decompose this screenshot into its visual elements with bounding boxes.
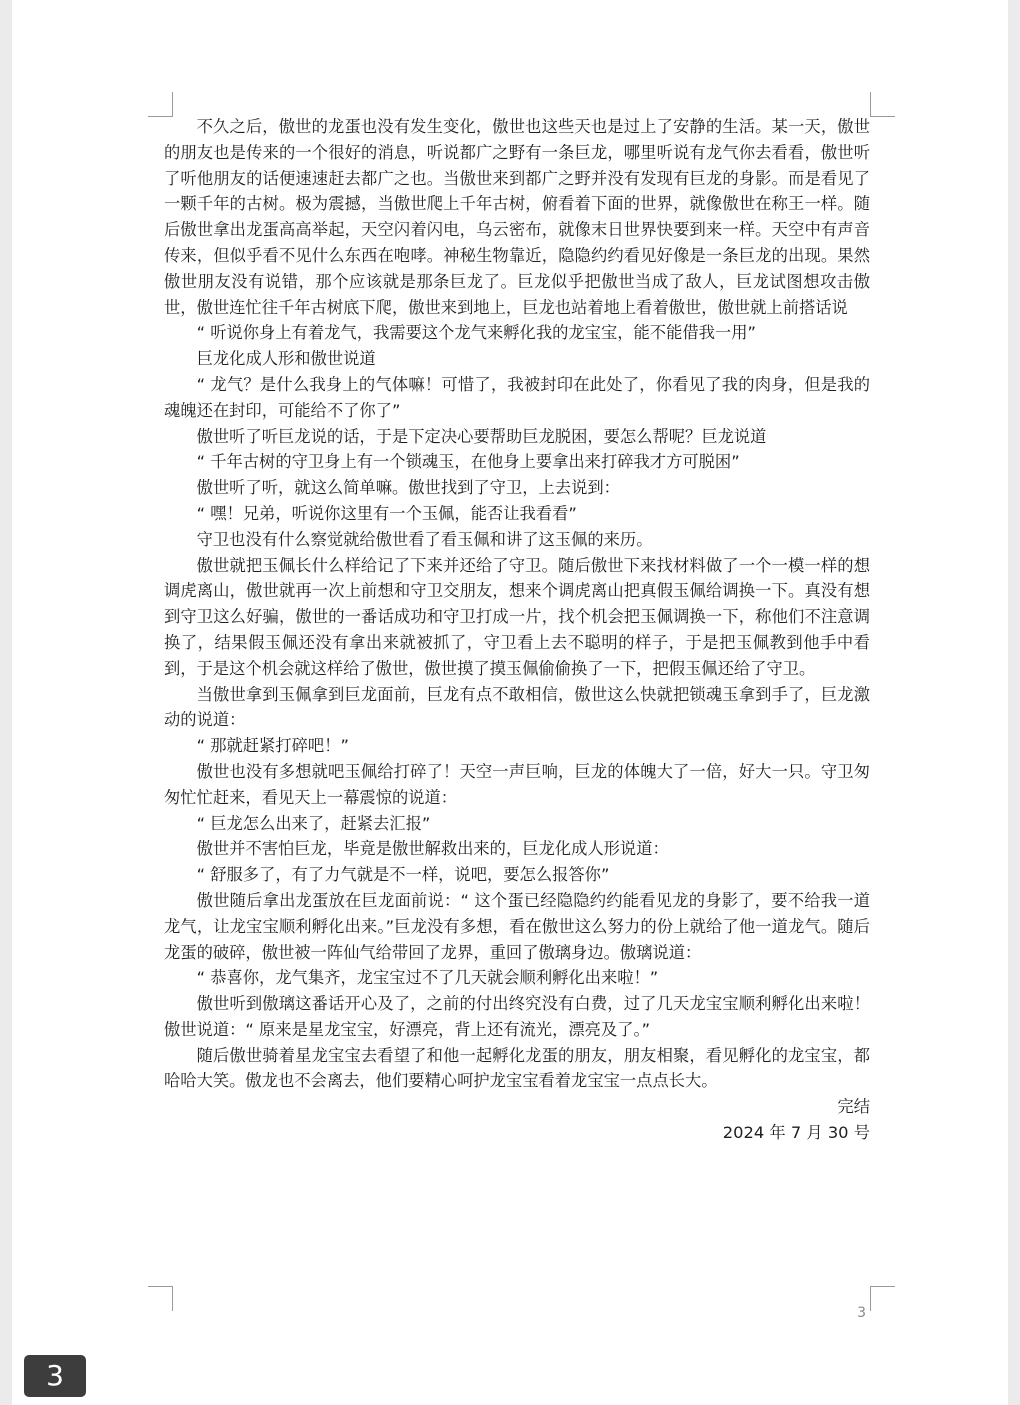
paragraph: 巨龙化成人形和傲世说道: [196, 349, 376, 369]
paragraph: “ 巨龙怎么出来了，赶紧去汇报”: [196, 813, 431, 833]
paragraph: 傲世听到傲璃这番话开心及了，之前的付出终究没有白费，过了几天龙宝宝顺利孵化出来啦！傲世说道：“ 原来是星龙宝宝，好漂亮，背上还有流光，漂亮及了。”: [164, 994, 870, 1039]
paragraph: 傲世也没有多想就吧玉佩给打碎了！天空一声巨响，巨龙的体魄大了一倍，好大一只。守卫匆匆忙忙赶来，看见天上一幕震惊的说道：: [164, 761, 870, 807]
margin-corner-bottom-left: [148, 1286, 173, 1311]
paragraph: 当傲世拿到玉佩拿到巨龙面前，巨龙有点不敢相信，傲世这么快就把锁魂玉拿到手了，巨龙激动的说道：: [164, 684, 870, 730]
paragraph: “ 龙气？是什么我身上的气体嘛！可惜了，我被封印在此处了，你看见了我的肉身，但是我的魂魄还在封印，可能给不了你了”: [164, 374, 870, 420]
document-body: [164, 114, 870, 1146]
paragraph: “ 那就赶紧打碎吧！”: [196, 736, 349, 756]
paragraph: “ 恭喜你，龙气集齐，龙宝宝过不了几天就会顺利孵化出来啦！”: [196, 968, 659, 988]
paragraph: 不久之后，傲世的龙蛋也没有发生变化，傲世也这些天也是过上了安静的生活。某一天，傲世的朋友也是传来的一个很好的消息，听说都广之野有一条巨龙，哪里听说有龙气你去看看，傲世听了听他朋友的话便速速赶去都广之也。当傲世来到都广之野并没有发现有巨龙的身影。而是看见了一颗千年的古树。极为震撼，当傲世爬上千年古树，俯看着下面的世界，就像傲世在称王一样。随后傲世拿出龙蛋高高举起，天空闪着闪电，乌云密布，就像末日世界快要到来一样。天空中有声音传来，但似乎看不见什么东西在咆哮。神秘生物靠近，隐隐约约看见好像是一条巨龙的出现。果然傲世朋友没有说错，那个应该就是那条巨龙了。巨龙似乎把傲世当成了敌人，巨龙试图想攻击傲世，傲世连忙往千年古树底下爬，傲世来到地上，巨龙也站着地上看着傲世，傲世就上前搭话说: [164, 117, 870, 317]
paragraph: 守卫也没有什么察觉就给傲世看了看玉佩和讲了这玉佩的来历。: [196, 529, 653, 549]
page-indicator-badge: 3: [24, 1355, 86, 1397]
paragraph: “ 舒服多了，有了力气就是不一样，说吧，要怎么报答你”: [196, 865, 610, 885]
margin-corner-bottom-right: [870, 1286, 895, 1311]
paragraph: 傲世并不害怕巨龙，毕竟是傲世解救出来的，巨龙化成人形说道：: [196, 839, 669, 859]
margin-corner-top-right: [870, 92, 895, 117]
paragraph: “ 千年古树的守卫身上有一个锁魂玉，在他身上要拿出来打碎我才方可脱困”: [196, 452, 740, 472]
paragraph: 傲世就把玉佩长什么样给记了下来并还给了守卫。随后傲世下来找材料做了一个一模一样的想调虎离山，傲世就再一次上前想和守卫交朋友，想来个调虎离山把真假玉佩给调换一下。真没有想到守卫这么好骗，傲世的一番话成功和守卫打成一片，找个机会把玉佩调换一下，称他们不注意调换了，结果假玉佩还没有拿出来就被抓了，守卫看上去不聪明的样子，于是把玉佩教到他手中看到，于是这个机会就这样给了傲世，傲世摸了摸玉佩偷偷换了一下，把假玉佩还给了守卫。: [164, 555, 870, 678]
paragraph: 傲世听了听，就这么简单嘛。傲世找到了守卫，上去说到：: [196, 478, 620, 498]
paragraph: 傲世听了听巨龙说的话，于是下定决心要帮助巨龙脱困，要怎么帮呢？巨龙说道: [196, 426, 767, 446]
paragraph: 随后傲世骑着星龙宝宝去看望了和他一起孵化龙蛋的朋友，朋友相聚，看见孵化的龙宝宝，都哈哈大笑。傲龙也不会离去，他们要精心呵护龙宝宝看着龙宝宝一点点长大。: [164, 1045, 870, 1091]
ending-text: 完结: [837, 1097, 870, 1117]
date-text: 2024 年 7 月 30 号: [722, 1123, 870, 1143]
paragraph: “ 听说你身上有着龙气，我需要这个龙气来孵化我的龙宝宝，能不能借我一用”: [196, 323, 756, 343]
document-page: [12, 0, 1008, 1405]
page-number: 3: [857, 1305, 866, 1321]
paragraph: “ 嘿！兄弟，听说你这里有一个玉佩，能否让我看看”: [196, 503, 577, 523]
paragraph: 傲世随后拿出龙蛋放在巨龙面前说：“ 这个蛋已经隐隐约约能看见龙的身影了，要不给我一道龙气，让龙宝宝顺利孵化出来。”巨龙没有多想，看在傲世这么努力的份上就给了他一道龙气。随后龙蛋的破碎，傲世被一阵仙气给带回了龙界，重回了傲璃身边。傲璃说道：: [164, 890, 870, 962]
